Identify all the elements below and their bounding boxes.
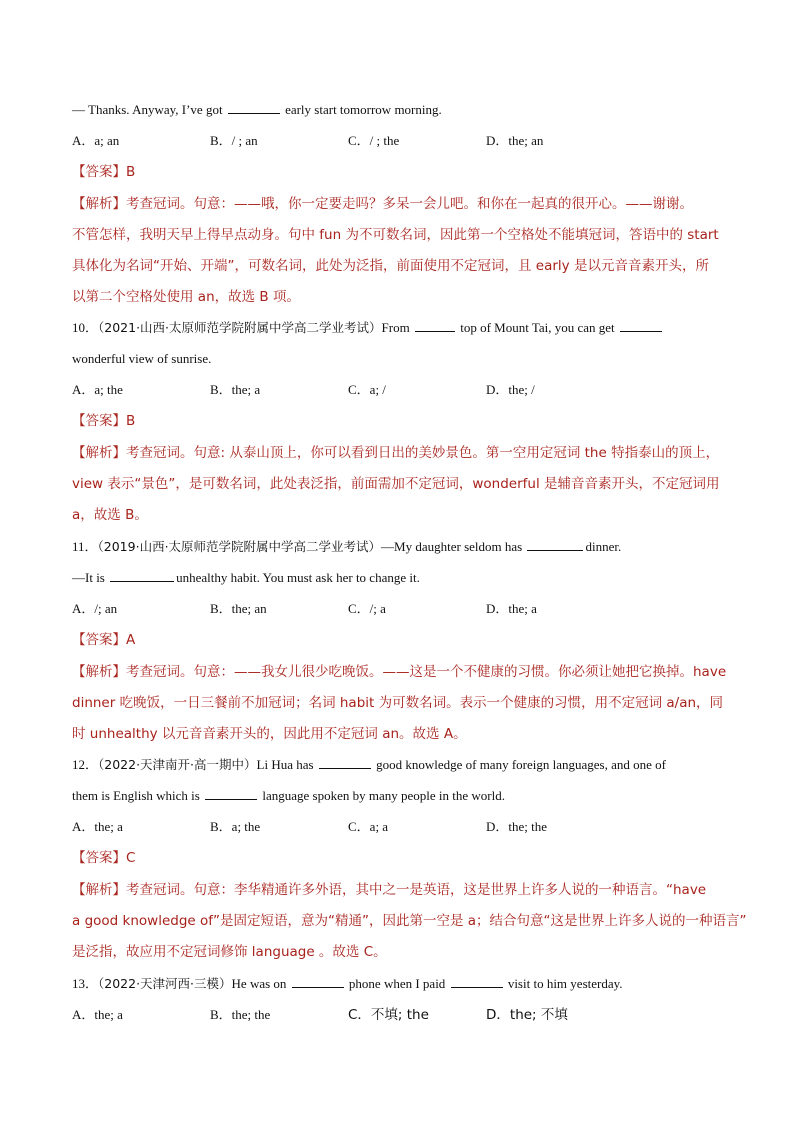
- q12-stem-2: [72, 786, 732, 806]
- analysis-text: 考查冠词。句意：李华精通许多外语，其中之一是英语，这是世界上许多人说的一种语言。“have: [126, 882, 707, 898]
- q9-options: [72, 131, 732, 151]
- analysis-tag: 【解析】: [72, 664, 126, 680]
- analysis-text: a good knowledge of”是固定短语，意为“精通”，因此第一空是 a；结合句意“这是世界上许多人说的一种语言”: [72, 913, 747, 929]
- option-a: A．a; the: [72, 382, 123, 397]
- q11-stem-part: dinner.: [585, 539, 622, 554]
- question-number: 12．: [72, 757, 99, 772]
- analysis-text: 时 unhealthy 以元音音素开头的，因此用不定冠词 an。故选 A。: [72, 726, 467, 742]
- option-b: B．the; a: [210, 382, 261, 397]
- q12-stem-part: them is English which is: [72, 788, 200, 803]
- q9-stem-part: early start tomorrow morning.: [285, 102, 442, 117]
- option-c: C．a; /: [348, 382, 386, 397]
- answer-blank: [620, 318, 662, 332]
- analysis-text: 考查冠词。句意：——我女儿很少吃晚饭。——这是一个不健康的习惯。你必须让她把它换掉。have: [126, 664, 727, 680]
- q12-stem: [72, 755, 732, 775]
- q12-stem-part: Li Hua has: [256, 757, 314, 772]
- q9-analysis-1: [72, 194, 732, 214]
- q10-stem-part: From: [381, 320, 410, 335]
- option-d: D．the; the: [486, 819, 548, 834]
- answer-value: C: [126, 850, 136, 866]
- analysis-text: 以第二个空格处使用 an，故选 B 项。: [72, 289, 300, 305]
- answer-blank: [451, 974, 503, 988]
- q11-answer: [72, 630, 732, 650]
- q10-stem: [72, 318, 732, 338]
- q10-stem-part: top of Mount Tai, you can get: [460, 320, 615, 335]
- analysis-text: view 表示“景色”，是可数名词，此处表泛指，前面需加不定冠词，wonderful 是辅音音素开头，不定冠词用: [72, 476, 720, 492]
- q11-stem-2: [72, 568, 732, 588]
- q11-stem-part: —It is: [72, 570, 105, 585]
- answer-blank: [228, 100, 280, 114]
- answer-blank: [319, 755, 371, 769]
- question-source: （2021·山西·太原师范学院附属中学高二学业考试）: [98, 320, 382, 335]
- answer-value: B: [126, 413, 136, 429]
- q12-options: [72, 817, 732, 837]
- analysis-text: 考查冠词。句意：——哦，你一定要走吗？多呆一会儿吧。和你在一起真的很开心。——谢谢。: [126, 196, 693, 212]
- q12-stem-part: good knowledge of many foreign languages, and one of: [376, 757, 666, 772]
- option-c: C．/; a: [348, 601, 386, 616]
- option-d: D．the; an: [486, 133, 544, 148]
- q9-stem: [72, 100, 732, 120]
- question-number: 11．: [72, 539, 98, 554]
- answer-blank: [415, 318, 455, 332]
- option-a: A．the; a: [72, 819, 123, 834]
- q10-analysis-1: [72, 443, 732, 463]
- option-b: B．/ ; an: [210, 133, 258, 148]
- option-b: B．the; the: [210, 1007, 271, 1022]
- q10-stem-part: wonderful view of sunrise.: [72, 351, 212, 366]
- q12-answer: [72, 848, 732, 868]
- answer-blank: [292, 974, 344, 988]
- option-b: B．a; the: [210, 819, 261, 834]
- q10-answer: [72, 411, 732, 431]
- q13-options: [72, 1005, 732, 1025]
- q12-stem-part: language spoken by many people in the world.: [262, 788, 505, 803]
- analysis-tag: 【解析】: [72, 445, 126, 461]
- q13-stem: [72, 974, 732, 994]
- analysis-text: 是泛指，故应用不定冠词修饰 language 。故选 C。: [72, 944, 387, 960]
- option-c: C．不填; the: [348, 1007, 429, 1023]
- question-source: （2019·山西·太原师范学院附属中学高二学业考试）: [97, 539, 382, 554]
- q10-options: [72, 380, 732, 400]
- option-d: D．the; a: [486, 601, 537, 616]
- answer-blank: [527, 537, 583, 551]
- q11-options: [72, 599, 732, 619]
- option-c: C．/ ; the: [348, 133, 400, 148]
- question-source: （2022·天津河西·三模）: [98, 976, 232, 991]
- answer-value: B: [126, 164, 136, 180]
- option-a: A．/; an: [72, 601, 118, 616]
- option-b: B．the; an: [210, 601, 267, 616]
- question-source: （2022·天津南开·高一期中）: [98, 757, 257, 772]
- analysis-text: 具体化为名词“开始、开端”，可数名词，此处为泛指，前面使用不定冠词，且 early 是以元音音素开头，所: [72, 258, 709, 274]
- answer-tag: 【答案】: [72, 632, 126, 648]
- analysis-text: a，故选 B。: [72, 507, 148, 523]
- answer-blank: [205, 786, 257, 800]
- q11-stem-part: unhealthy habit. You must ask her to change it.: [176, 570, 420, 585]
- q13-stem-part: He was on: [231, 976, 287, 991]
- analysis-tag: 【解析】: [72, 882, 126, 898]
- answer-tag: 【答案】: [72, 413, 126, 429]
- question-number: 10．: [72, 320, 99, 335]
- question-number: 13．: [72, 976, 99, 991]
- analysis-tag: 【解析】: [72, 196, 126, 212]
- answer-tag: 【答案】: [72, 850, 126, 866]
- q12-analysis-1: [72, 880, 732, 900]
- answer-value: A: [126, 632, 136, 648]
- analysis-text: dinner 吃晚饭，一日三餐前不加冠词；名词 habit 为可数名词。表示一个健康的习惯，用不定冠词 a/an，同: [72, 695, 724, 711]
- option-c: C．a; a: [348, 819, 389, 834]
- q11-stem: [72, 537, 732, 557]
- q11-analysis-1: [72, 662, 732, 682]
- analysis-text: 考查冠词。句意: 从泰山顶上，你可以看到日出的美妙景色。第一空用定冠词 the 特指泰山的顶上，: [126, 445, 720, 461]
- option-d: D．the; /: [486, 382, 535, 397]
- q9-stem-part: — Thanks. Anyway, I’ve got: [72, 102, 223, 117]
- analysis-text: 不管怎样，我明天早上得早点动身。句中 fun 为不可数名词，因此第一个空格处不能填冠词，答语中的 start: [72, 227, 719, 243]
- option-a: A．the; a: [72, 1007, 123, 1022]
- q13-stem-part: visit to him yesterday.: [507, 976, 623, 991]
- answer-blank: [110, 568, 174, 582]
- q13-stem-part: phone when I paid: [348, 976, 446, 991]
- option-a: A．a; an: [72, 133, 120, 148]
- option-d: D．the; 不填: [486, 1007, 568, 1023]
- q11-stem-part: —My daughter seldom has: [381, 539, 523, 554]
- q9-answer: [72, 162, 732, 182]
- answer-tag: 【答案】: [72, 164, 126, 180]
